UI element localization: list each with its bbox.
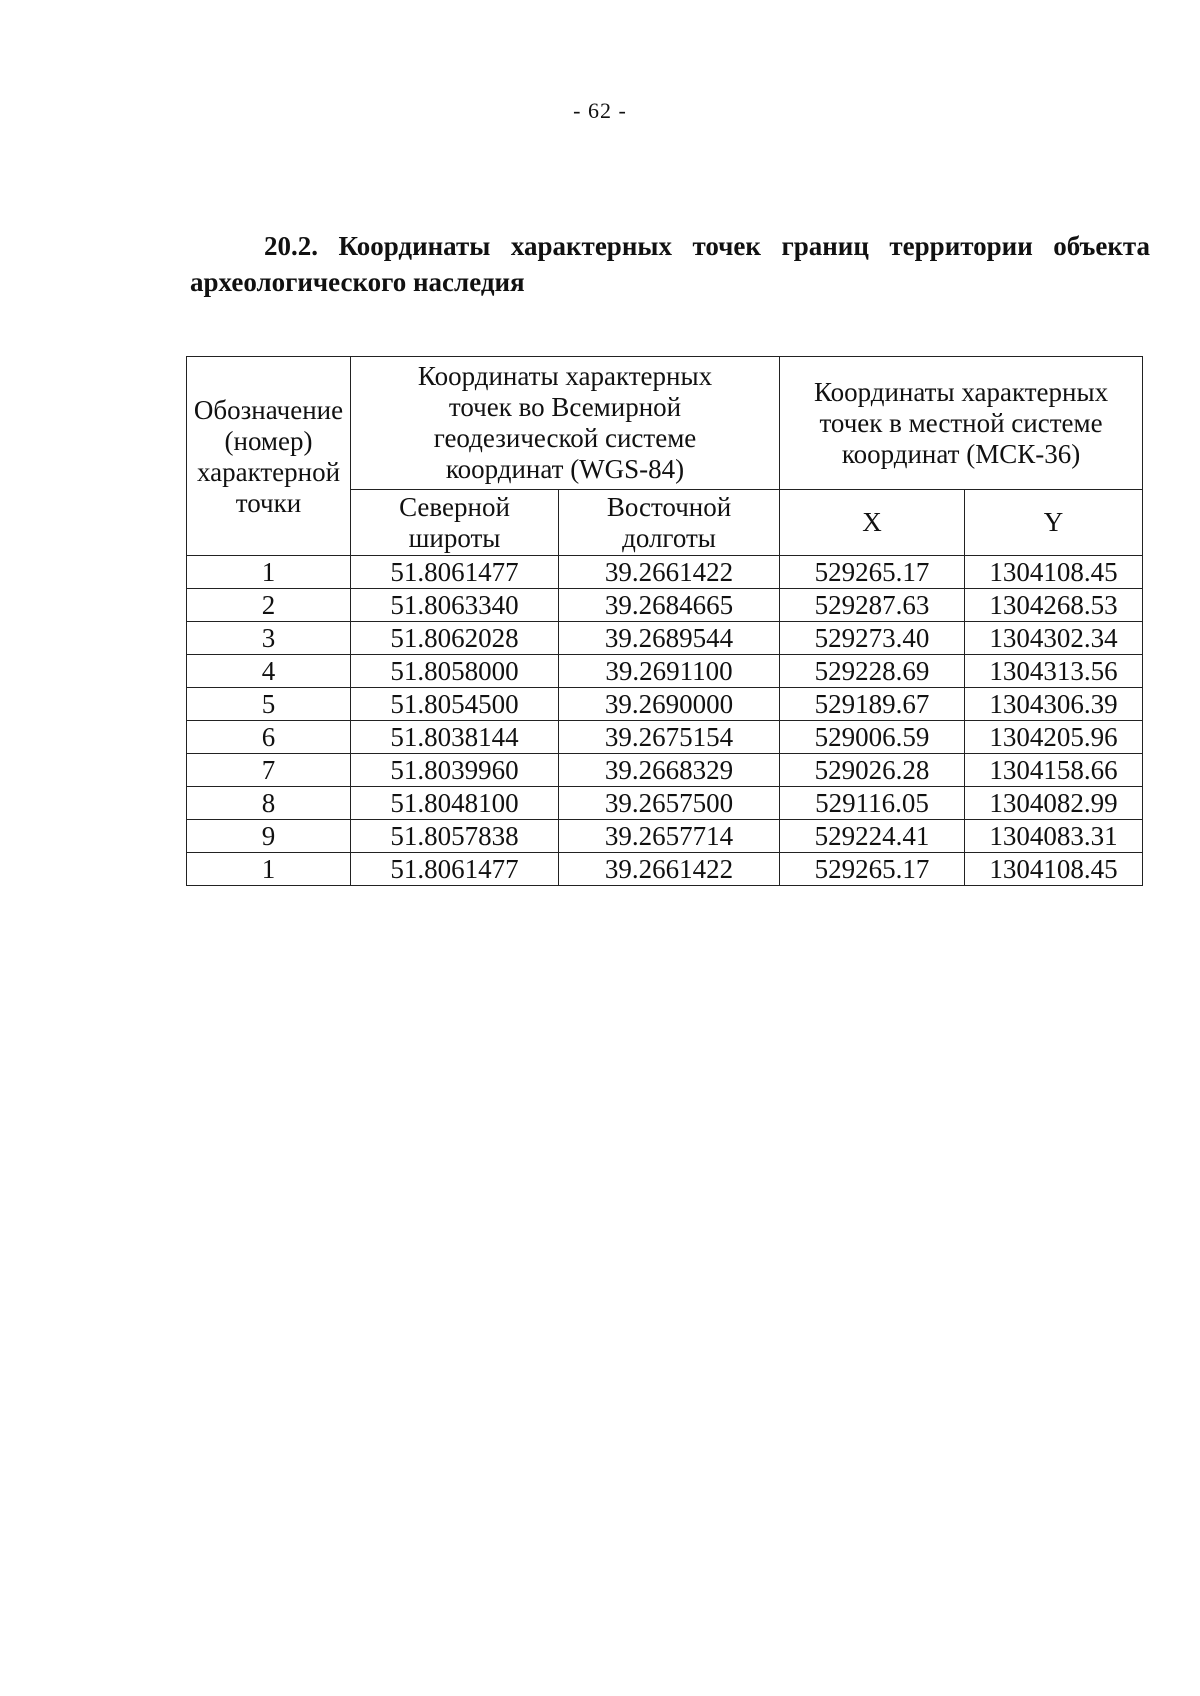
header-point-line: Обозначение [193, 395, 344, 425]
cell-x: 529265.17 [780, 853, 965, 886]
cell-point: 6 [187, 721, 351, 754]
cell-x: 529228.69 [780, 655, 965, 688]
header-north-line: широты [408, 522, 501, 553]
table-row [187, 622, 1143, 655]
cell-point: 1 [187, 556, 351, 589]
header-wgs-line: геодезической системе [433, 423, 697, 453]
cell-longitude: 39.2661422 [559, 556, 780, 589]
cell-x: 529026.28 [780, 754, 965, 787]
cell-point: 4 [187, 655, 351, 688]
cell-y: 1304302.34 [965, 622, 1143, 655]
cell-latitude: 51.8039960 [351, 754, 559, 787]
header-msk-line: Координаты характерных [813, 376, 1109, 407]
cell-latitude: 51.8061477 [351, 853, 559, 886]
cell-x: 529287.63 [780, 589, 965, 622]
table-row [187, 655, 1143, 688]
cell-point: 5 [187, 688, 351, 721]
cell-y: 1304083.31 [965, 820, 1143, 853]
header-msk36-group [780, 357, 1143, 490]
cell-point: 7 [187, 754, 351, 787]
cell-longitude: 39.2690000 [559, 688, 780, 721]
cell-x: 529265.17 [780, 556, 965, 589]
cell-y: 1304108.45 [965, 853, 1143, 886]
cell-point: 8 [187, 787, 351, 820]
cell-y: 1304306.39 [965, 688, 1143, 721]
header-y: Y [965, 490, 1143, 556]
table-row [187, 721, 1143, 754]
section-heading-line-1: 20.2. Координаты характерных точек границ территории объекта [264, 231, 1150, 261]
table-row [187, 820, 1143, 853]
cell-longitude: 39.2661422 [559, 853, 780, 886]
cell-point: 2 [187, 589, 351, 622]
header-point-line: точки [235, 488, 302, 518]
header-wgs-line: координат (WGS-84) [445, 454, 685, 484]
table-row [187, 787, 1143, 820]
cell-latitude: 51.8054500 [351, 688, 559, 721]
header-east-longitude [559, 490, 780, 556]
cell-longitude: 39.2675154 [559, 721, 780, 754]
table-row [187, 589, 1143, 622]
header-msk-line: точек в местной системе [819, 407, 1103, 438]
cell-point: 1 [187, 853, 351, 886]
cell-latitude: 51.8058000 [351, 655, 559, 688]
cell-longitude: 39.2691100 [559, 655, 780, 688]
header-wgs84-group [351, 357, 780, 490]
header-point-line: характерной [196, 457, 341, 487]
cell-latitude: 51.8038144 [351, 721, 559, 754]
header-x: X [780, 490, 965, 556]
cell-y: 1304313.56 [965, 655, 1143, 688]
table-row [187, 754, 1143, 787]
cell-latitude: 51.8063340 [351, 589, 559, 622]
header-wgs-line: Координаты характерных [417, 361, 713, 391]
cell-x: 529116.05 [780, 787, 965, 820]
cell-x: 529006.59 [780, 721, 965, 754]
section-heading-line-2: археологического наследия [190, 267, 525, 297]
header-point-line: (номер) [224, 426, 313, 456]
cell-x: 529273.40 [780, 622, 965, 655]
table-row [187, 853, 1143, 886]
cell-point: 3 [187, 622, 351, 655]
cell-longitude: 39.2689544 [559, 622, 780, 655]
table-row [187, 556, 1143, 589]
header-east-line: долготы [622, 522, 716, 553]
cell-y: 1304268.53 [965, 589, 1143, 622]
cell-latitude: 51.8048100 [351, 787, 559, 820]
cell-x: 529224.41 [780, 820, 965, 853]
coordinates-table [186, 356, 1143, 886]
cell-longitude: 39.2684665 [559, 589, 780, 622]
cell-longitude: 39.2657500 [559, 787, 780, 820]
cell-y: 1304158.66 [965, 754, 1143, 787]
cell-latitude: 51.8062028 [351, 622, 559, 655]
cell-longitude: 39.2668329 [559, 754, 780, 787]
page-number: - 62 - [573, 98, 627, 123]
cell-y: 1304082.99 [965, 787, 1143, 820]
cell-latitude: 51.8057838 [351, 820, 559, 853]
cell-y: 1304205.96 [965, 721, 1143, 754]
cell-y: 1304108.45 [965, 556, 1143, 589]
table-row [187, 688, 1143, 721]
header-north-latitude [351, 490, 559, 556]
header-wgs-line: точек во Всемирной [448, 392, 682, 422]
header-east-line: Восточной [606, 491, 732, 522]
cell-point: 9 [187, 820, 351, 853]
cell-longitude: 39.2657714 [559, 820, 780, 853]
section-heading [190, 228, 1150, 300]
header-msk-line: координат (МСК-36) [841, 438, 1081, 469]
cell-latitude: 51.8061477 [351, 556, 559, 589]
header-point-designation [187, 357, 351, 556]
header-north-line: Северной [399, 491, 510, 522]
cell-x: 529189.67 [780, 688, 965, 721]
